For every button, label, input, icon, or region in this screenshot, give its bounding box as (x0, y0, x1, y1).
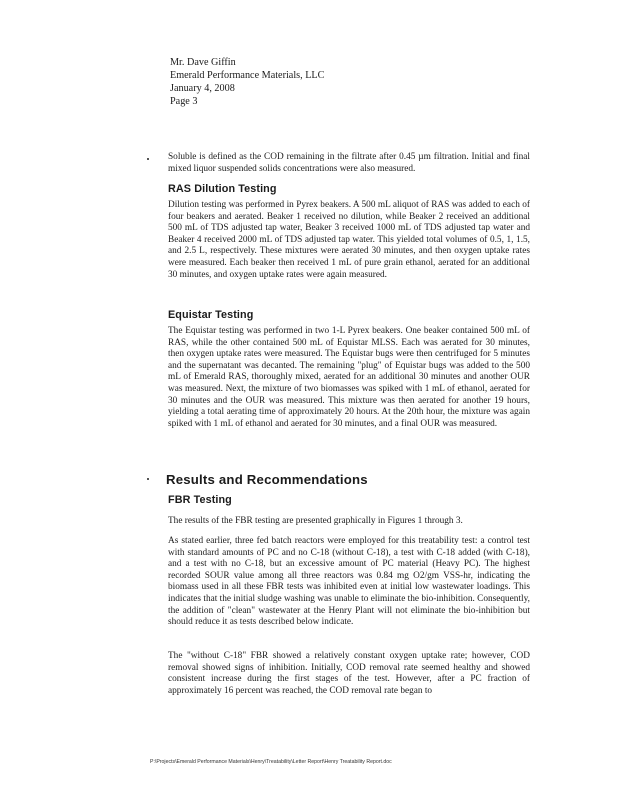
page-number: Page 3 (170, 96, 198, 107)
margin-mark (147, 478, 149, 480)
margin-mark (147, 158, 149, 160)
fbr-heading: FBR Testing (168, 494, 232, 506)
intro-paragraph: Soluble is defined as the COD remaining in the filtrate after 0.45 µm filtration. Initial and final mixed liquor suspended solids concentrations were also measured. (168, 152, 530, 174)
fbr-paragraph-1: The results of the FBR testing are presented graphically in Figures 1 through 3. (168, 516, 463, 526)
recipient-company: Emerald Performance Materials, LLC (170, 70, 325, 81)
fbr-paragraph-2: As stated earlier, three fed batch reactors were employed for this treatability test: a control test with standard amounts of PC and no C-18 (without C-18), a test with C-18 added (with C-18), and a test with no C-18, but an excessive amount of PC material (Heavy PC). The highest recorded SOUR value among all three reactors was 0.84 mg O2/gm VSS-hr, indicating the biomass used in all these FBR tests was inhibited even at initial low wastewater loadings. This indicates that the initial sludge washing was unable to eliminate the bio-inhibition. Consequently, the addition of "clean" wastewater at the Henry Plant will not eliminate the bio-inhibition but should reduce it as tests described below indicate. (168, 536, 530, 628)
equistar-heading: Equistar Testing (168, 309, 254, 321)
letter-date: January 4, 2008 (170, 83, 235, 94)
fbr-paragraph-3: The "without C-18" FBR showed a relatively constant oxygen uptake rate; however, COD removal showed signs of inhibition. Initially, COD removal rate seemed healthy and showed consistent increase during the first stages of the test. However, after a PC fraction of approximately 16 percent was reached, the COD removal rate began to (168, 651, 530, 696)
ras-heading: RAS Dilution Testing (168, 183, 277, 195)
results-heading: Results and Recommendations (166, 472, 368, 487)
recipient-name: Mr. Dave Giffin (170, 57, 236, 68)
letter-header (170, 56, 324, 108)
equistar-paragraph: The Equistar testing was performed in two 1-L Pyrex beakers. One beaker contained 500 mL of RAS, while the other contained 500 mL of Equistar MLSS. Each was aerated for 30 minutes, then oxygen uptake rates were measured. The Equistar bugs were then centrifuged for 5 minutes and the supernatant was decanted. The remaining "plug" of Equistar bugs was added to the 500 mL of Emerald RAS, thoroughly mixed, aerated for an additional 30 minutes and another OUR was measured. Next, the mixture of two biomasses was spiked with 1 mL of ethanol, aerated for 30 minutes and the OUR was measured. This mixture was then aerated for another 19 hours, yielding a total aerating time of approximately 20 hours. At the 20th hour, the mixture was again spiked with 1 mL of ethanol and aerated for 30 minutes, and a final OUR was measured. (168, 326, 530, 429)
file-path-footer: P:\Projects\Emerald Performance Materials\Henry\Treatability\Letter Report\Henry Treatability Report.doc (150, 759, 392, 765)
ras-paragraph: Dilution testing was performed in Pyrex beakers. A 500 mL aliquot of RAS was added to each of four beakers and aerated. Beaker 1 received no dilution, while Beaker 2 received an additional 500 mL of TDS adjusted tap water, Beaker 3 received 1000 mL of TDS adjusted tap water and Beaker 4 received 2000 mL of TDS adjusted tap water. This yielded total volumes of 0.5, 1, 1.5, and 2.5 L, respectively. These mixtures were aerated 30 minutes, and then oxygen uptake rates were measured. Each beaker then received 1 mL of pure grain ethanol, aerated for an additional 30 minutes, and oxygen uptake rates were again measured. (168, 200, 530, 280)
